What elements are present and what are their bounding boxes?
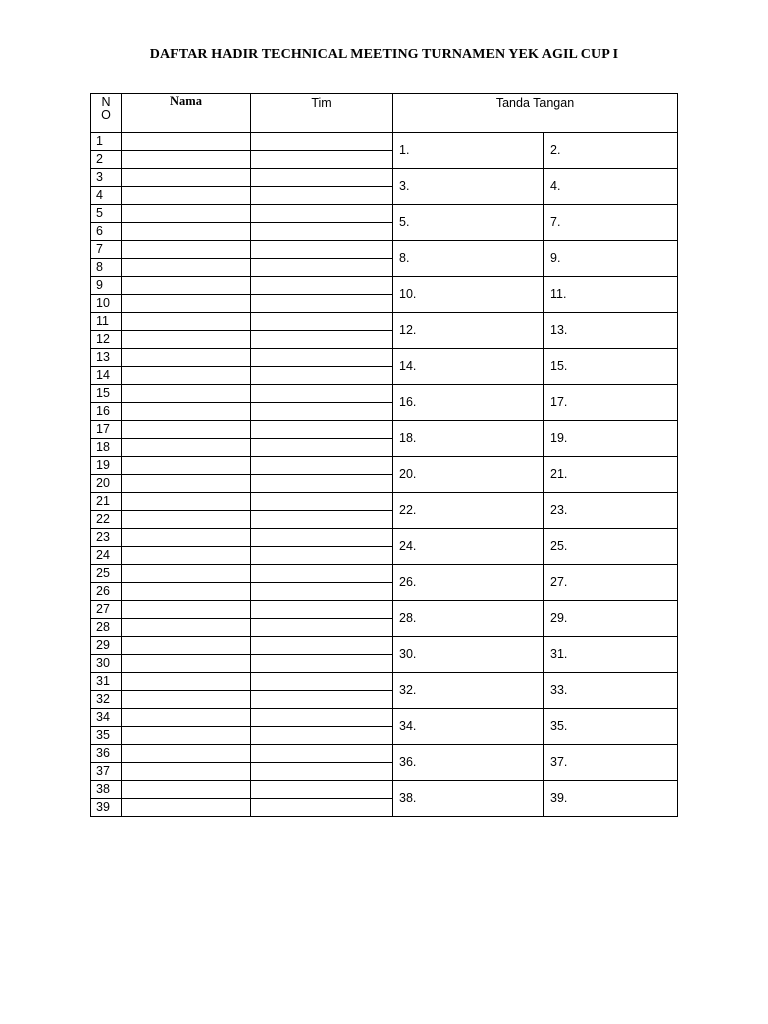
nama-cell[interactable]	[122, 565, 251, 583]
row-number: 25	[91, 565, 122, 583]
nama-cell[interactable]	[122, 439, 251, 457]
header-no	[91, 94, 122, 133]
row-number: 32	[91, 691, 122, 709]
tim-cell[interactable]	[251, 637, 393, 655]
row-number: 26	[91, 583, 122, 601]
signature-cell[interactable]: 26.	[393, 565, 544, 601]
table-row	[91, 277, 678, 295]
tim-cell[interactable]	[251, 187, 393, 205]
tim-cell[interactable]	[251, 457, 393, 475]
table-row	[91, 169, 678, 187]
signature-cell[interactable]: 4.	[544, 169, 678, 205]
signature-cell[interactable]: 2.	[544, 133, 678, 169]
tim-cell[interactable]	[251, 799, 393, 817]
tim-cell[interactable]	[251, 223, 393, 241]
nama-cell[interactable]	[122, 727, 251, 745]
tim-cell[interactable]	[251, 349, 393, 367]
row-number: 27	[91, 601, 122, 619]
signature-cell[interactable]: 20.	[393, 457, 544, 493]
table-row	[91, 457, 678, 475]
row-number: 24	[91, 547, 122, 565]
row-number: 34	[91, 709, 122, 727]
row-number: 39	[91, 799, 122, 817]
signature-cell[interactable]: 14.	[393, 349, 544, 385]
row-number: 12	[91, 331, 122, 349]
row-number: 3	[91, 169, 122, 187]
tim-cell[interactable]	[251, 313, 393, 331]
signature-cell[interactable]: 11.	[544, 277, 678, 313]
document-title: DAFTAR HADIR TECHNICAL MEETING TURNAMEN YEK AGIL CUP I	[149, 47, 619, 62]
table-row	[91, 133, 678, 151]
nama-cell[interactable]	[122, 169, 251, 187]
signature-cell[interactable]: 13.	[544, 313, 678, 349]
row-number: 28	[91, 619, 122, 637]
header-row	[91, 94, 678, 133]
signature-cell[interactable]: 17.	[544, 385, 678, 421]
tim-cell[interactable]	[251, 709, 393, 727]
signature-cell[interactable]: 32.	[393, 673, 544, 709]
nama-cell[interactable]	[122, 547, 251, 565]
table-row	[91, 745, 678, 763]
nama-cell[interactable]	[122, 313, 251, 331]
row-number: 7	[91, 241, 122, 259]
signature-cell[interactable]: 38.	[393, 781, 544, 817]
nama-cell[interactable]	[122, 745, 251, 763]
nama-cell[interactable]	[122, 655, 251, 673]
tim-cell[interactable]	[251, 763, 393, 781]
nama-cell[interactable]	[122, 187, 251, 205]
nama-cell[interactable]	[122, 781, 251, 799]
nama-cell[interactable]	[122, 799, 251, 817]
row-number: 11	[91, 313, 122, 331]
row-number: 20	[91, 475, 122, 493]
tim-cell[interactable]	[251, 421, 393, 439]
tim-cell[interactable]	[251, 385, 393, 403]
signature-cell[interactable]: 39.	[544, 781, 678, 817]
tim-cell[interactable]	[251, 259, 393, 277]
tim-cell[interactable]	[251, 745, 393, 763]
nama-cell[interactable]	[122, 583, 251, 601]
nama-cell[interactable]	[122, 403, 251, 421]
row-number: 19	[91, 457, 122, 475]
tim-cell[interactable]	[251, 367, 393, 385]
tim-cell[interactable]	[251, 493, 393, 511]
signature-cell[interactable]: 8.	[393, 241, 544, 277]
signature-cell[interactable]: 15.	[544, 349, 678, 385]
tim-cell[interactable]	[251, 529, 393, 547]
signature-cell[interactable]: 36.	[393, 745, 544, 781]
row-number: 35	[91, 727, 122, 745]
signature-cell[interactable]: 21.	[544, 457, 678, 493]
header-nama: Nama	[122, 94, 251, 133]
signature-cell[interactable]: 19.	[544, 421, 678, 457]
table-row	[91, 781, 678, 799]
row-number: 17	[91, 421, 122, 439]
signature-cell[interactable]: 24.	[393, 529, 544, 565]
signature-cell[interactable]: 23.	[544, 493, 678, 529]
tim-cell[interactable]	[251, 547, 393, 565]
row-number: 30	[91, 655, 122, 673]
tim-cell[interactable]	[251, 151, 393, 169]
table-row	[91, 673, 678, 691]
table-row	[91, 601, 678, 619]
tim-cell[interactable]	[251, 475, 393, 493]
table-row	[91, 637, 678, 655]
nama-cell[interactable]	[122, 349, 251, 367]
nama-cell[interactable]	[122, 493, 251, 511]
signature-cell[interactable]: 33.	[544, 673, 678, 709]
signature-cell[interactable]: 37.	[544, 745, 678, 781]
nama-cell[interactable]	[122, 421, 251, 439]
row-number: 29	[91, 637, 122, 655]
table-row	[91, 421, 678, 439]
signature-cell[interactable]: 22.	[393, 493, 544, 529]
nama-cell[interactable]	[122, 205, 251, 223]
signature-cell[interactable]: 18.	[393, 421, 544, 457]
nama-cell[interactable]	[122, 241, 251, 259]
row-number: 13	[91, 349, 122, 367]
nama-cell[interactable]	[122, 223, 251, 241]
signature-cell[interactable]: 29.	[544, 601, 678, 637]
table-row	[91, 493, 678, 511]
signature-cell[interactable]: 9.	[544, 241, 678, 277]
tim-cell[interactable]	[251, 583, 393, 601]
tim-cell[interactable]	[251, 655, 393, 673]
nama-cell[interactable]	[122, 637, 251, 655]
nama-cell[interactable]	[122, 601, 251, 619]
row-number: 8	[91, 259, 122, 277]
table-row	[91, 313, 678, 331]
nama-cell[interactable]	[122, 367, 251, 385]
row-number: 14	[91, 367, 122, 385]
table-row	[91, 385, 678, 403]
nama-cell[interactable]	[122, 151, 251, 169]
signature-cell[interactable]: 10.	[393, 277, 544, 313]
nama-cell[interactable]	[122, 673, 251, 691]
row-number: 9	[91, 277, 122, 295]
tim-cell[interactable]	[251, 601, 393, 619]
row-number: 31	[91, 673, 122, 691]
header-no-line1: N	[101, 95, 111, 109]
nama-cell[interactable]	[122, 295, 251, 313]
nama-cell[interactable]	[122, 259, 251, 277]
signature-cell[interactable]: 34.	[393, 709, 544, 745]
nama-cell[interactable]	[122, 709, 251, 727]
signature-cell[interactable]: 28.	[393, 601, 544, 637]
tim-cell[interactable]	[251, 205, 393, 223]
row-number: 21	[91, 493, 122, 511]
signature-cell[interactable]: 3.	[393, 169, 544, 205]
table-row	[91, 529, 678, 547]
tim-cell[interactable]	[251, 241, 393, 259]
signature-cell[interactable]: 31.	[544, 637, 678, 673]
nama-cell[interactable]	[122, 619, 251, 637]
signature-cell[interactable]: 1.	[393, 133, 544, 169]
nama-cell[interactable]	[122, 457, 251, 475]
nama-cell[interactable]	[122, 133, 251, 151]
table-row	[91, 565, 678, 583]
attendance-table	[90, 93, 678, 817]
signature-cell[interactable]: 35.	[544, 709, 678, 745]
signature-cell[interactable]: 16.	[393, 385, 544, 421]
tim-cell[interactable]	[251, 781, 393, 799]
table-row	[91, 349, 678, 367]
row-number: 23	[91, 529, 122, 547]
signature-cell[interactable]: 5.	[393, 205, 544, 241]
row-number: 4	[91, 187, 122, 205]
row-number: 10	[91, 295, 122, 313]
nama-cell[interactable]	[122, 691, 251, 709]
row-number: 1	[91, 133, 122, 151]
tim-cell[interactable]	[251, 277, 393, 295]
nama-cell[interactable]	[122, 511, 251, 529]
tim-cell[interactable]	[251, 511, 393, 529]
row-number: 5	[91, 205, 122, 223]
signature-cell[interactable]: 25.	[544, 529, 678, 565]
row-number: 37	[91, 763, 122, 781]
signature-cell[interactable]: 30.	[393, 637, 544, 673]
nama-cell[interactable]	[122, 277, 251, 295]
nama-cell[interactable]	[122, 529, 251, 547]
row-number: 36	[91, 745, 122, 763]
tim-cell[interactable]	[251, 619, 393, 637]
nama-cell[interactable]	[122, 763, 251, 781]
row-number: 38	[91, 781, 122, 799]
signature-cell[interactable]: 7.	[544, 205, 678, 241]
table-row	[91, 241, 678, 259]
signature-cell[interactable]: 27.	[544, 565, 678, 601]
header-tim: Tim	[251, 94, 393, 133]
tim-cell[interactable]	[251, 331, 393, 349]
table-row	[91, 205, 678, 223]
signature-cell[interactable]: 12.	[393, 313, 544, 349]
tim-cell[interactable]	[251, 169, 393, 187]
row-number: 2	[91, 151, 122, 169]
row-number: 18	[91, 439, 122, 457]
header-tanda-tangan: Tanda Tangan	[393, 94, 678, 133]
tim-cell[interactable]	[251, 403, 393, 421]
nama-cell[interactable]	[122, 331, 251, 349]
row-number: 16	[91, 403, 122, 421]
tim-cell[interactable]	[251, 565, 393, 583]
header-no-line2: O	[101, 107, 111, 122]
tim-cell[interactable]	[251, 673, 393, 691]
row-number: 15	[91, 385, 122, 403]
nama-cell[interactable]	[122, 385, 251, 403]
tim-cell[interactable]	[251, 295, 393, 313]
tim-cell[interactable]	[251, 133, 393, 151]
row-number: 22	[91, 511, 122, 529]
tim-cell[interactable]	[251, 691, 393, 709]
row-number: 6	[91, 223, 122, 241]
tim-cell[interactable]	[251, 439, 393, 457]
table-row	[91, 709, 678, 727]
nama-cell[interactable]	[122, 475, 251, 493]
tim-cell[interactable]	[251, 727, 393, 745]
